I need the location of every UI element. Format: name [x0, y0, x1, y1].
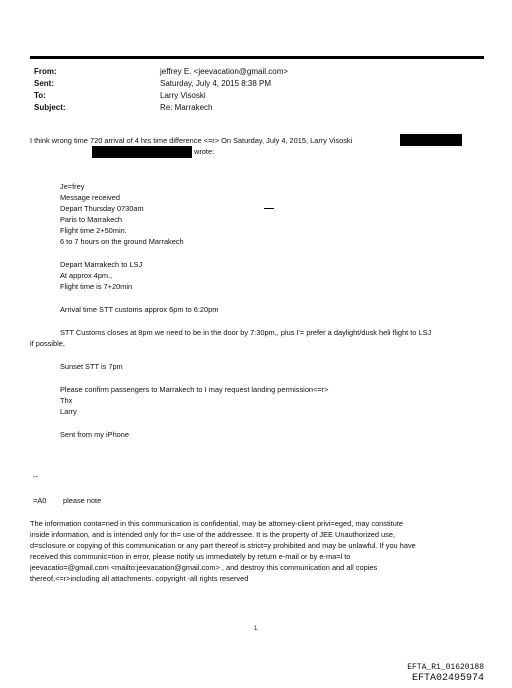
from-value: jeffrey E. <jeevacation@gmail.com> [160, 67, 289, 76]
quoted-line: Flight time 2+50min. [60, 226, 127, 235]
quoted-line: Flight time is 7+20min [60, 282, 133, 291]
quoted-line: Depart Thursday 0730am [60, 204, 144, 213]
quoted-line: Thx [60, 396, 73, 405]
to-value: Larry Visoski [160, 91, 206, 100]
disclaimer-line: thereof,<=r>including all attachments. copyright -all rights reserved [30, 574, 249, 583]
quoted-line: At approx 4pm., [60, 271, 113, 280]
header-rule [30, 56, 484, 59]
from-label: From: [34, 67, 57, 76]
quoted-line: STT Customs closes at 8pm we need to be in the door by 7:30pm,, plus I'= prefer a daylight/dusk heli flight to LSJ [60, 328, 432, 337]
disclaimer-line: received this communic=tion in error, please notify us immediately by return e-mail or by e-ma=l to [30, 552, 351, 561]
quoted-line: 6 to 7 hours on the ground Marrakech [60, 237, 184, 246]
disclaimer-line: The information conta=ned in this communication is confidential, may be attorney-client privi=eged, may constitute [30, 519, 404, 528]
to-label: To: [34, 91, 46, 100]
sent-value: Saturday, July 4, 2015 8:38 PM [160, 79, 272, 88]
subject-label: Subject: [34, 103, 66, 112]
intro-line-2: wrote: [194, 147, 215, 156]
subject-value: Re: Marrakech [160, 103, 213, 112]
redaction-box [92, 146, 192, 158]
quoted-line: Arrival time STT customs approx 6pm to 6:20pm [60, 305, 219, 314]
disclaimer-line: d=sclosure or copying of this communication or any part thereof is strict=y prohibited and may be unlawful. If you have [30, 541, 416, 550]
sent-label: Sent: [34, 79, 54, 88]
note-label: please note [63, 496, 102, 505]
quoted-line: if possible, [30, 339, 65, 348]
quoted-line: Paris to Marrakech [60, 215, 123, 224]
quoted-line: Je=frey [60, 182, 85, 191]
disclaimer-line: inside information, and is intended only for th= use of the addressee. It is the property of JEE Unauthorized use, [30, 530, 396, 539]
bates-stamp-secondary: EFTA02495974 [411, 673, 484, 684]
page-number: 1 [254, 626, 258, 632]
note-prefix: =A0 [33, 496, 47, 505]
quoted-line: Sunset STT is 7pm [60, 362, 123, 371]
redaction-box [400, 134, 462, 146]
dash-mark [264, 208, 274, 209]
intro-line-1: I think wrong time 720 arrival of 4 hrs time difference <=r> On Saturday, July 4, 2015, Larry Visoski [30, 136, 353, 145]
quoted-line: Depart Marrakech to LSJ [60, 260, 143, 269]
quoted-line: Please confirm passengers to Marrakech to I may request landing permission<=r> [60, 385, 329, 394]
quoted-line: Sent from my iPhone [60, 430, 130, 439]
signature-separator: -- [33, 472, 38, 481]
quoted-line: Larry [60, 407, 77, 416]
quoted-line: Message received [60, 193, 120, 202]
bates-stamp-primary: EFTA_R1_01620188 [407, 663, 484, 672]
disclaimer-line: jeevacatio=@gmail.com <mailto:jeevacation@gmail.com> , and destroy this communication and all copies [30, 563, 378, 572]
